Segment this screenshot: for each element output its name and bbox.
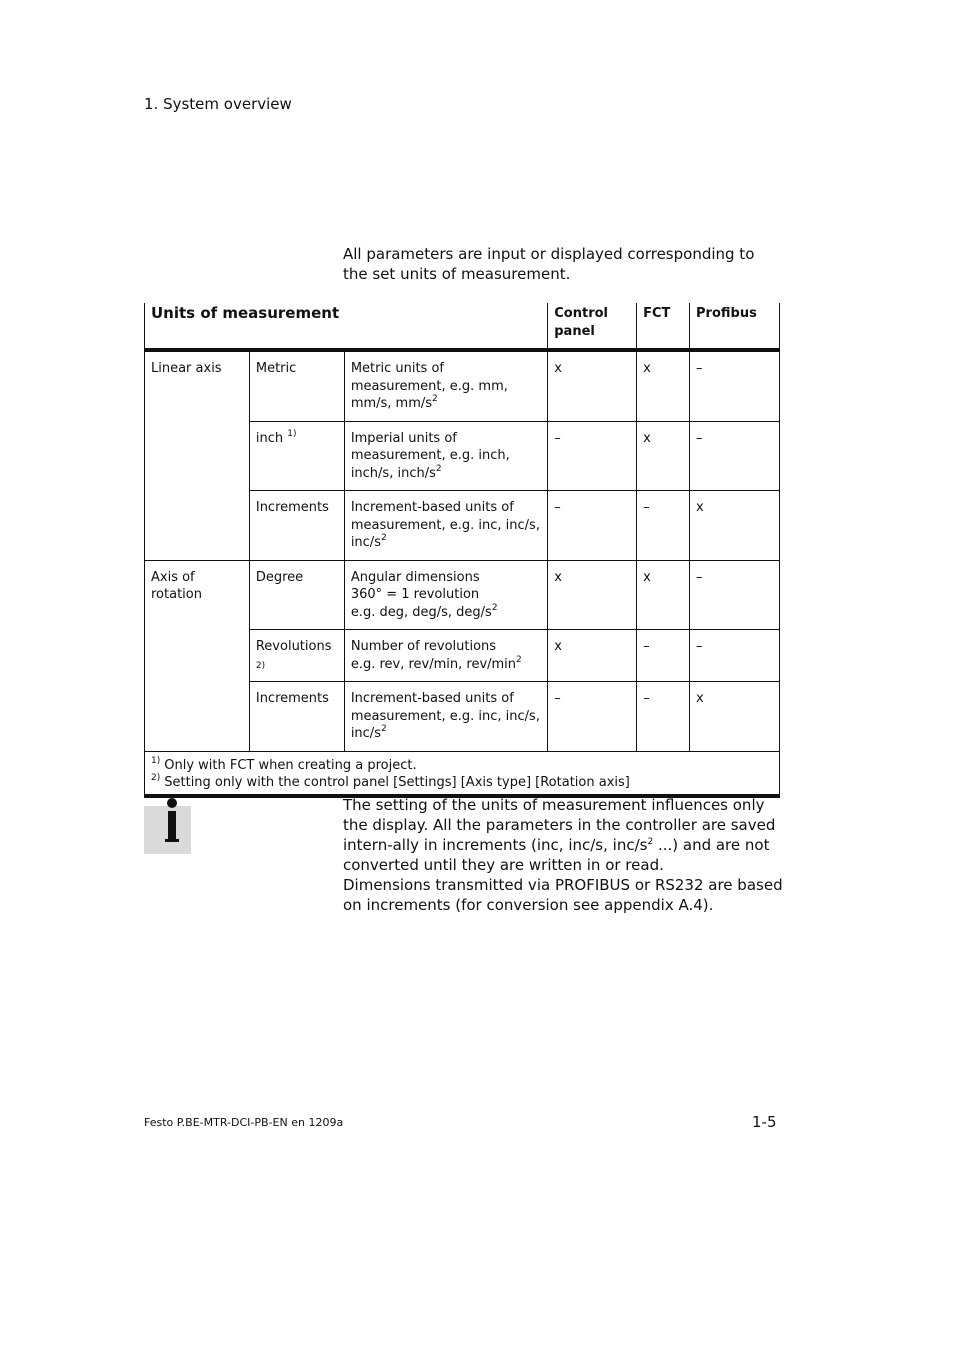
pb-cell: x xyxy=(690,682,780,752)
fct-cell: – xyxy=(637,682,690,752)
desc-cell: Increment-based units of measurement, e.g. inc, inc/s, inc/$s^2$ xyxy=(344,491,547,561)
note-paragraph-1: The setting of the units of measurement influences only the display. All the parameters in the controller are saved intern-ally in increments (inc, inc/s, inc/$s^2$ ...) and are not converted until they are written in or read. xyxy=(343,796,776,874)
page-number: 1-5 xyxy=(752,1113,777,1131)
pb-cell: – xyxy=(690,630,780,682)
cp-cell: x xyxy=(548,560,637,630)
desc-cell: Number of revolutions e.g. rev, rev/min, rev/$\min^2$ xyxy=(344,630,547,682)
desc-cell: Imperial units of measurement, e.g. inch, inch/s, inch/$s^2$ xyxy=(344,421,547,491)
desc-cell: Metric units of measurement, e.g. mm, mm/s, $mm/s^2$ xyxy=(344,350,547,421)
unit-cell: Metric xyxy=(249,350,344,421)
unit-cell: Revolutions 2) xyxy=(249,630,344,682)
section-header: 1. System overview xyxy=(144,95,292,113)
unit-cell: inch $^{1)}$ xyxy=(249,421,344,491)
unit-cell: Degree xyxy=(249,560,344,630)
fct-cell: x xyxy=(637,421,690,491)
pb-cell: x xyxy=(690,491,780,561)
footnote: $^{1)}$ Only with FCT when creating a project. xyxy=(151,755,417,773)
table-header-row xyxy=(145,303,780,350)
cp-cell: x xyxy=(548,350,637,421)
cp-cell: x xyxy=(548,630,637,682)
header-control-panel: Control panel xyxy=(548,303,637,350)
header-fct: FCT xyxy=(637,303,690,350)
note-text xyxy=(343,795,783,915)
cp-cell: – xyxy=(548,421,637,491)
table-row xyxy=(145,350,780,421)
info-icon xyxy=(144,806,191,854)
pb-cell: – xyxy=(690,560,780,630)
footnote: $^{2)}$ Setting only with the control panel [Settings] [Axis type] [Rotation axis] xyxy=(151,772,630,790)
footer-doc-id: Festo P.BE-MTR-DCI-PB-EN en 1209a xyxy=(144,1116,344,1129)
desc-cell: Increment-based units of measurement, e.g. inc, inc/s, inc/$s^2$ xyxy=(344,682,547,752)
group-axis-of-rotation: Axis of rotation xyxy=(145,560,250,751)
group-linear-axis: Linear axis xyxy=(145,350,250,560)
fct-cell: – xyxy=(637,491,690,561)
table-row xyxy=(145,560,780,630)
unit-cell: Increments xyxy=(249,491,344,561)
fct-cell: x xyxy=(637,350,690,421)
fct-cell: x xyxy=(637,560,690,630)
cp-cell: – xyxy=(548,491,637,561)
desc-cell: Angular dimensions 360° = 1 revolution e.g. deg, deg/s, deg/$s^2$ xyxy=(344,560,547,630)
note-paragraph-2: Dimensions transmitted via PROFIBUS or RS232 are based on increments (for conversion see appendix A.4). xyxy=(343,876,783,914)
cp-cell: – xyxy=(548,682,637,752)
fct-cell: – xyxy=(637,630,690,682)
footnotes-row xyxy=(145,751,780,796)
pb-cell: – xyxy=(690,350,780,421)
header-units: Units of measurement xyxy=(145,303,548,350)
footnotes xyxy=(145,751,780,796)
pb-cell: – xyxy=(690,421,780,491)
intro-text: All parameters are input or displayed corresponding to the set units of measurement. xyxy=(343,245,755,283)
header-profibus: Profibus xyxy=(690,303,780,350)
unit-cell: Increments xyxy=(249,682,344,752)
units-table xyxy=(144,303,780,798)
